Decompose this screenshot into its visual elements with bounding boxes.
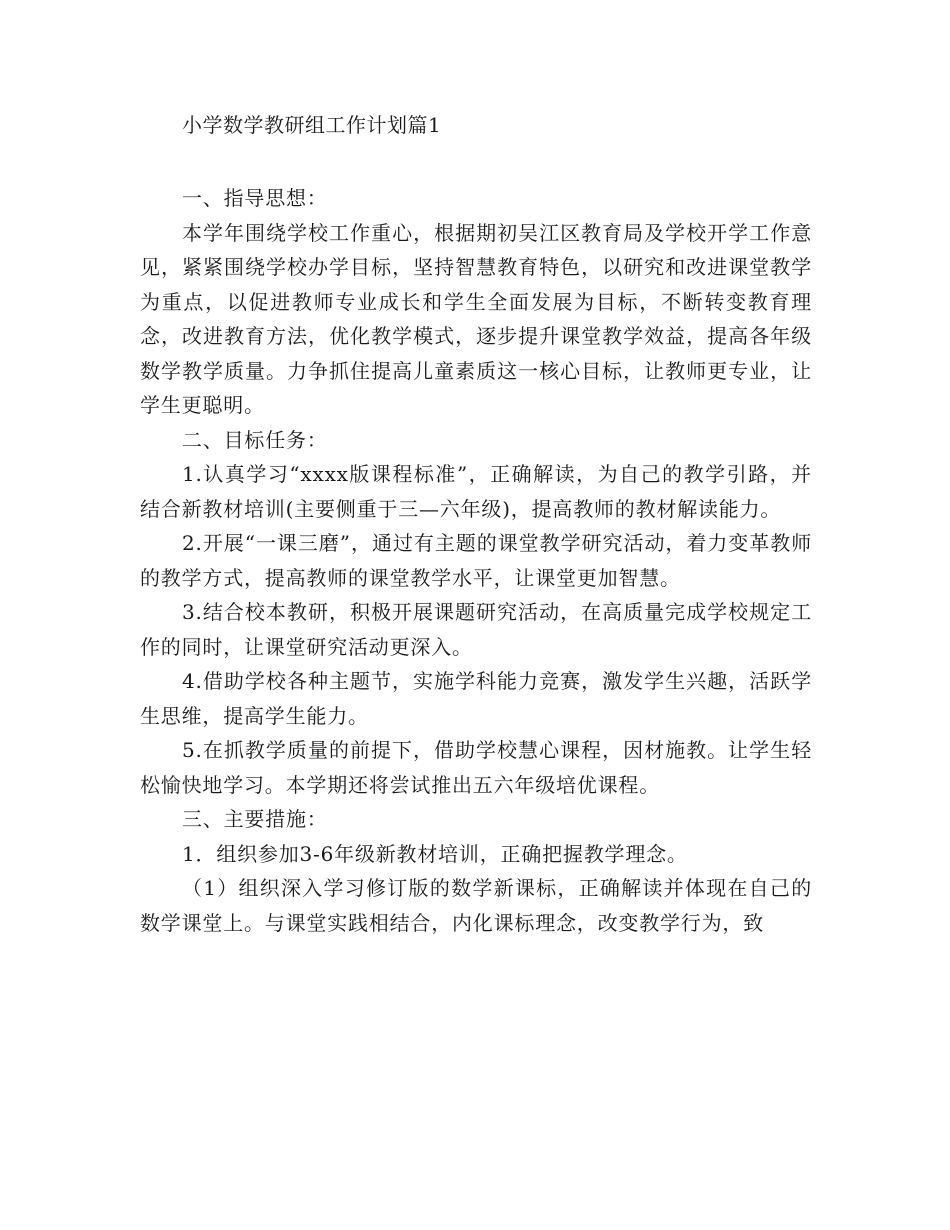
goal-item-2: 2.开展“一课三磨”，通过有主题的课堂教学研究活动，着力变革教师的教学方式，提高教师的课堂教学水平，让课堂更加智慧。	[140, 531, 812, 590]
goal-item-3: 3.结合校本教研，积极开展课题研究活动，在高质量完成学校规定工作的同时，让课堂研究活动更深入。	[140, 600, 812, 659]
measure-item-1: 1．组织参加3-6年级新教材培训，正确把握教学理念。	[182, 841, 688, 866]
measure-subitem-1: （1）组织深入学习修订版的数学新课标，正确解读并体现在自己的数学课堂上。与课堂实践相结合，内化课标理念，改变教学行为，致	[140, 876, 812, 935]
goal-item-5: 5.在抓教学质量的前提下，借助学校慧心课程，因材施教。让学生轻松愉快地学习。本学期还将尝试推出五六年级培优课程。	[140, 738, 812, 797]
section-heading-measures: 三、主要措施：	[182, 807, 328, 831]
section-heading-goals: 二、目标任务：	[182, 427, 328, 452]
goal-item-4: 4.借助学校各种主题节，实施学科能力竞赛，激发学生兴趣，活跃学生思维，提高学生能力。	[140, 669, 812, 728]
goal-item-1: 1.认真学习“xxxx版课程标准”，正确解读，为自己的教学引路，并结合新教材培训(主要侧重于三—六年级)，提高教师的教材解读能力。	[140, 462, 812, 521]
paragraph-guiding-ideology: 本学年围绕学校工作重心，根据期初吴江区教育局及学校开学工作意见，紧紧围绕学校办学目标，坚持智慧教育特色，以研究和改进课堂教学为重点，以促进教师专业成长和学生全面发展为目标，不断转变教育理念，改进教育方法，优化教学模式，逐步提升课堂教学效益，提高各年级数学教学质量。力争抓住提高儿童素质这一核心目标，让教师更专业，让学生更聪明。	[140, 220, 812, 417]
document-title: 小学数学教研组工作计划篇1	[182, 113, 442, 137]
document-body	[140, 105, 812, 940]
section-heading-guiding-ideology: 一、指导思想：	[182, 186, 328, 210]
